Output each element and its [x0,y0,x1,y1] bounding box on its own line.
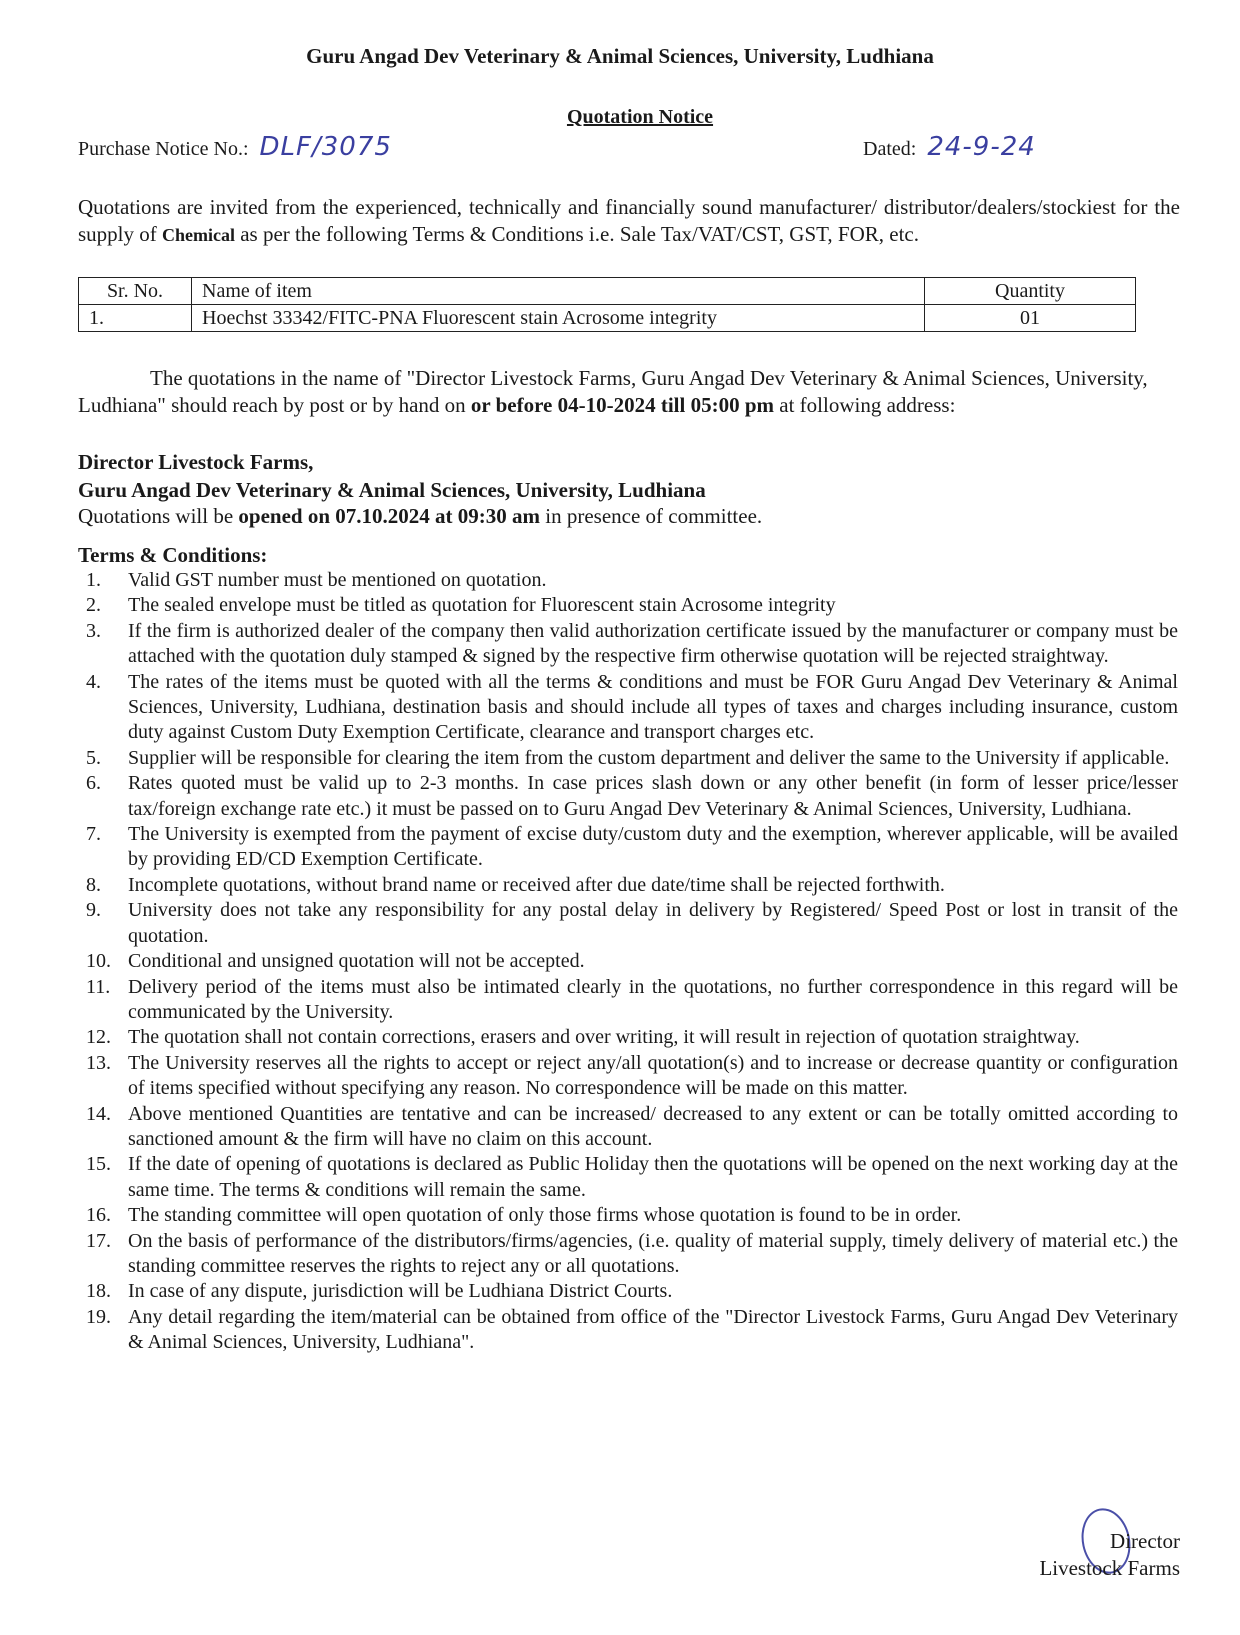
purchase-notice-row [78,132,392,162]
header-sr-no: Sr. No. [79,278,192,305]
cell-sr-no: 1. [79,305,192,332]
cell-item-name: Hoechst 33342/FITC-PNA Fluorescent stain Acrosome integrity [192,305,925,332]
term-text: Above mentioned Quantities are tentative and can be increased/ decreased to any extent or can be totally omitted according to sanctioned amount & the firm will have no claim on this account. [128,1102,1178,1150]
term-text: Conditional and unsigned quotation will not be accepted. [128,950,585,973]
submission-text-start: The quotations in the name of "Director Livestock Farms, Guru Angad Dev Veterinary & Animal Sciences, University, Ludhiana" should reach by post or by hand on [78,366,1148,417]
address-line-2: Guru Angad Dev Veterinary & Animal Sciences, University, Ludhiana [78,478,706,502]
purchase-notice-number: DLF/3075 [259,132,392,162]
intro-item-type: Chemical [162,225,235,245]
header-quantity: Quantity [925,278,1136,305]
list-item [78,949,1178,974]
term-number: 12. [86,1026,111,1049]
opening-info [78,504,762,529]
terms-heading: Terms & Conditions: [78,543,268,567]
list-item [78,1203,1178,1228]
list-item [78,771,1178,822]
university-title: Guru Angad Dev Veterinary & Animal Sciences, University, Ludhiana [306,44,934,68]
term-number: 8. [86,873,101,896]
notice-title: Quotation Notice [566,106,714,128]
term-number: 19. [86,1305,111,1328]
term-text: Incomplete quotations, without brand name or received after due date/time shall be rejected forthwith. [128,873,945,896]
term-number: 13. [86,1051,111,1074]
opening-text-end: in presence of committee. [540,504,763,528]
table-header-row [79,278,1136,305]
list-item [78,898,1178,949]
list-item [78,1229,1178,1280]
term-number: 6. [86,772,101,795]
term-text: If the date of opening of quotations is declared as Public Holiday then the quotations will be opened on the next working day at the same time. The terms & conditions will remain the same. [128,1153,1178,1201]
list-item [78,619,1178,670]
term-number: 3. [86,619,101,642]
term-number: 11. [86,975,111,998]
list-item [78,568,1178,593]
terms-list [78,568,1178,1356]
term-number: 16. [86,1204,111,1227]
term-number: 9. [86,899,101,922]
opening-date: opened on 07.10.2024 at 09:30 am [238,504,540,528]
submission-deadline: or before 04-10-2024 till 05:00 pm [470,393,775,417]
list-item [78,1102,1178,1153]
term-number: 1. [86,569,101,591]
items-table [78,277,1136,332]
term-number: 2. [86,594,101,617]
term-number: 18. [86,1280,111,1303]
term-text: University does not take any responsibility for any postal delay in delivery by Registered/ Speed Post or lost in transit of the quotation. [128,899,1178,947]
table-row [79,305,1136,332]
term-text: The quotation shall not contain corrections, erasers and over writing, it will result in rejection of quotation straightway. [128,1026,1080,1049]
intro-text-end: as per the following Terms & Conditions i.e. Sale Tax/VAT/CST, GST, FOR, etc. [234,222,919,246]
term-text: The standing committee will open quotation of only those firms whose quotation is found to be in order. [128,1204,962,1227]
term-number: 5. [86,746,101,769]
list-item [78,1279,1178,1304]
list-item [78,1152,1178,1203]
address-line-1: Director Livestock Farms, [78,450,314,474]
term-number: 17. [86,1229,111,1252]
list-item [78,670,1178,746]
list-item [78,873,1178,898]
term-number: 15. [86,1153,111,1176]
term-text: The University is exempted from the payment of excise duty/custom duty and the exemption, wherever applicable, will be availed by providing ED/CD Exemption Certificate. [128,823,1178,871]
header-item-name: Name of item [192,278,925,305]
signature-title: Director [1110,1529,1180,1553]
term-text: Delivery period of the items must also be intimated clearly in the quotations, no further correspondence in this regard will be communicated by the University. [128,975,1178,1023]
signature-department: Livestock Farms [1039,1556,1180,1580]
term-number: 14. [86,1102,111,1125]
submission-text-end: at following address: [774,393,956,417]
intro-paragraph [78,194,1180,249]
term-text: Supplier will be responsible for clearing the item from the custom department and deliver the same to the University if applicable. [128,746,1170,769]
term-text: Rates quoted must be valid up to 2-3 months. In case prices slash down or any other benefit (in form of lesser price/lesser tax/foreign exchange rate etc.) it must be passed on to Guru Angad Dev Veterinary & Animal Sciences, University, Ludhiana. [128,772,1178,820]
term-text: If the firm is authorized dealer of the company then valid authorization certificate issued by the manufacturer or company must be attached with the quotation duly stamped & signed by the respective firm otherwise quotation will be rejected straightway. [128,619,1178,668]
intro-text-start: Quotations are invited from the experienced, technically and financially sound manufacturer/ distributor/dealers/stockiest for the supply of [78,195,1180,246]
term-text: The sealed envelope must be titled as quotation for Fluorescent stain Acrosome integrity [128,594,836,617]
list-item [78,1305,1178,1356]
list-item [78,1025,1178,1050]
term-number: 4. [86,670,101,693]
signature-block [1039,1528,1180,1582]
term-text: Valid GST number must be mentioned on quotation. [128,569,547,591]
term-text: In case of any dispute, jurisdiction will be Ludhiana District Courts. [128,1280,673,1303]
list-item [78,593,1178,618]
term-text: The rates of the items must be quoted with all the terms & conditions and must be FOR Guru Angad Dev Veterinary & Animal Sciences, University, Ludhiana, destination basis and should include all types of taxes and charges including insurance, custom duty against Custom Duty Exemption Certificate, clearance and transport charges etc. [128,670,1178,744]
list-item [78,975,1178,1026]
list-item [78,1051,1178,1102]
term-text: On the basis of performance of the distributors/firms/agencies, (i.e. quality of material supply, timely delivery of material etc.) the standing committee reserves the rights to reject any or all quotations. [128,1229,1178,1277]
list-item [78,746,1178,771]
opening-text-start: Quotations will be [78,504,239,528]
term-text: The University reserves all the rights to accept or reject any/all quotation(s) and to increase or decrease quantity or configuration of items specified without specifying any reason. No correspondence will be made on this matter. [128,1051,1178,1100]
dated-row [863,132,1036,162]
term-number: 10. [86,950,111,973]
dated-label: Dated: [863,138,917,160]
submission-paragraph [78,365,1178,419]
dated-value: 24-9-24 [927,132,1036,162]
cell-quantity: 01 [925,305,1136,332]
list-item [78,822,1178,873]
term-number: 7. [86,823,101,846]
address-block [78,448,706,504]
term-text: Any detail regarding the item/material can be obtained from office of the "Director Livestock Farms, Guru Angad Dev Veterinary & Animal Sciences, University, Ludhiana". [128,1305,1178,1354]
purchase-notice-label: Purchase Notice No.: [78,138,249,160]
